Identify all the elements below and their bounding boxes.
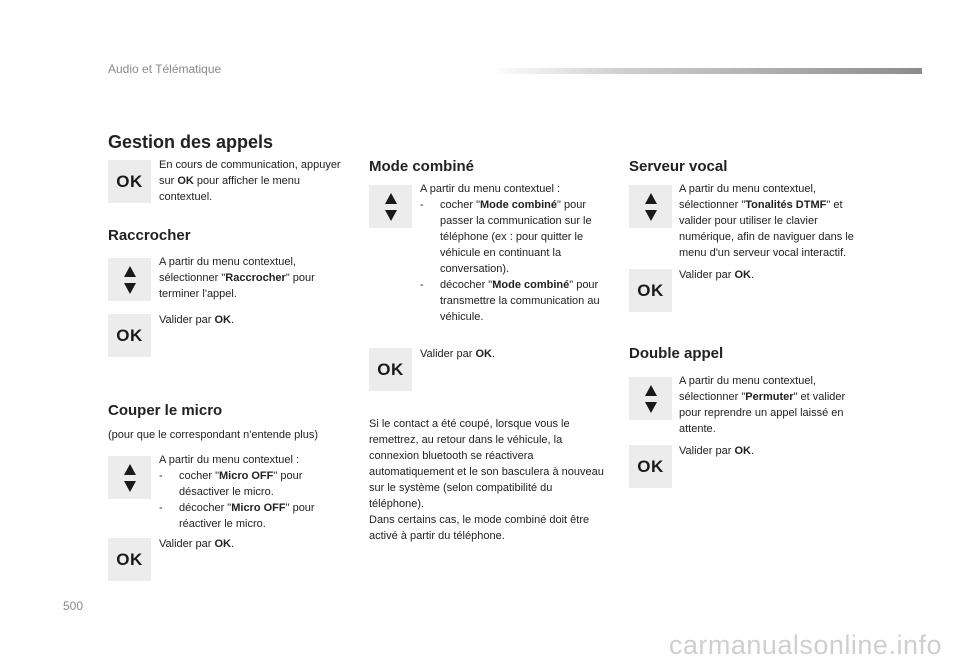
list-item: - cocher "Mode combiné" pour passer la communication sur le téléphone (ex : pour quitter le véhicule en continuant la conversation). xyxy=(420,199,592,275)
ok-key-icon: OK xyxy=(629,445,672,488)
up-down-key-icon xyxy=(629,377,672,420)
header-title: Audio et Télématique xyxy=(108,62,222,76)
ok-key-icon: OK xyxy=(629,269,672,312)
mode-validate: Valider par OK. xyxy=(420,348,495,360)
arrow-up-icon xyxy=(124,464,136,475)
arrow-down-icon xyxy=(124,283,136,294)
arrow-down-icon xyxy=(385,210,397,221)
list-item: - décocher "Micro OFF" pour réactiver le micro. xyxy=(159,502,315,530)
up-down-key-icon xyxy=(369,185,412,228)
arrow-down-icon xyxy=(645,402,657,413)
couper-text: A partir du menu contextuel : - cocher "Micro OFF" pour désactiver le micro. - décocher "Micro OFF" pour réactiver le micro. xyxy=(159,452,339,532)
serveur-validate: Valider par OK. xyxy=(679,269,754,281)
up-down-key-icon xyxy=(629,185,672,228)
page-title: Gestion des appels xyxy=(108,132,274,152)
intro-text: En cours de communication, appuyer sur OK pour afficher le menu contextuel. xyxy=(159,159,341,203)
raccrocher-validate: Valider par OK. xyxy=(159,314,234,326)
mode-note: Si le contact a été coupé, lorsque vous le remettrez, au retour dans le véhicule, la connexion bluetooth se réactivera automatiquement et le son basculera à nouveau sur le système (selon compatibilité du téléphone). Dans certains cas, le mode combiné doit être activé à partir du téléphone. xyxy=(369,418,604,542)
page-number: 500 xyxy=(63,599,84,613)
double-title: Double appel xyxy=(629,345,724,362)
serveur-title: Serveur vocal xyxy=(629,158,728,175)
double-validate: Valider par OK. xyxy=(679,445,754,457)
ok-key-icon: OK xyxy=(108,314,151,357)
double-text: A partir du menu contextuel, sélectionner "Permuter" et valider pour reprendre un appel laissé en attente. xyxy=(679,375,846,435)
ok-key-icon xyxy=(108,160,151,203)
ok-key-icon: OK xyxy=(108,538,151,581)
list-item: - décocher "Mode combiné" pour transmettre la communication au véhicule. xyxy=(420,279,600,323)
header-bar xyxy=(490,68,922,74)
up-down-key-icon xyxy=(108,456,151,499)
watermark: carmanualsonline.info xyxy=(668,630,942,660)
arrow-up-icon xyxy=(385,193,397,204)
raccrocher-title: Raccrocher xyxy=(108,227,191,244)
arrow-up-icon xyxy=(645,385,657,396)
arrow-up-icon xyxy=(124,266,136,277)
list-item: - cocher "Micro OFF" pour désactiver le micro. xyxy=(159,470,303,498)
ok-key-icon: OK xyxy=(369,348,412,391)
couper-note: (pour que le correspondant n'entende plus) xyxy=(108,429,319,441)
arrow-down-icon xyxy=(645,210,657,221)
arrow-up-icon xyxy=(645,193,657,204)
couper-validate: Valider par OK. xyxy=(159,538,234,550)
mode-text: A partir du menu contextuel : - cocher "Mode combiné" pour passer la communication sur le téléphone (ex : pour quitter le véhicule en continuant la conversation). - décocher "Mode combiné" pour transmettre la communication au véhicule. xyxy=(420,181,610,325)
mode-title: Mode combiné xyxy=(369,158,475,175)
serveur-text: A partir du menu contextuel, sélectionner "Tonalités DTMF" et valider pour utiliser le clavier numérique, afin de naviguer dans le menu d'un serveur vocal interactif. xyxy=(679,183,854,259)
raccrocher-text: A partir du menu contextuel, sélectionner "Raccrocher" pour terminer l'appel. xyxy=(159,256,315,300)
arrow-down-icon xyxy=(124,481,136,492)
ok-key-label: OK xyxy=(116,171,143,191)
couper-title: Couper le micro xyxy=(108,402,223,419)
up-down-key-icon xyxy=(108,258,151,301)
